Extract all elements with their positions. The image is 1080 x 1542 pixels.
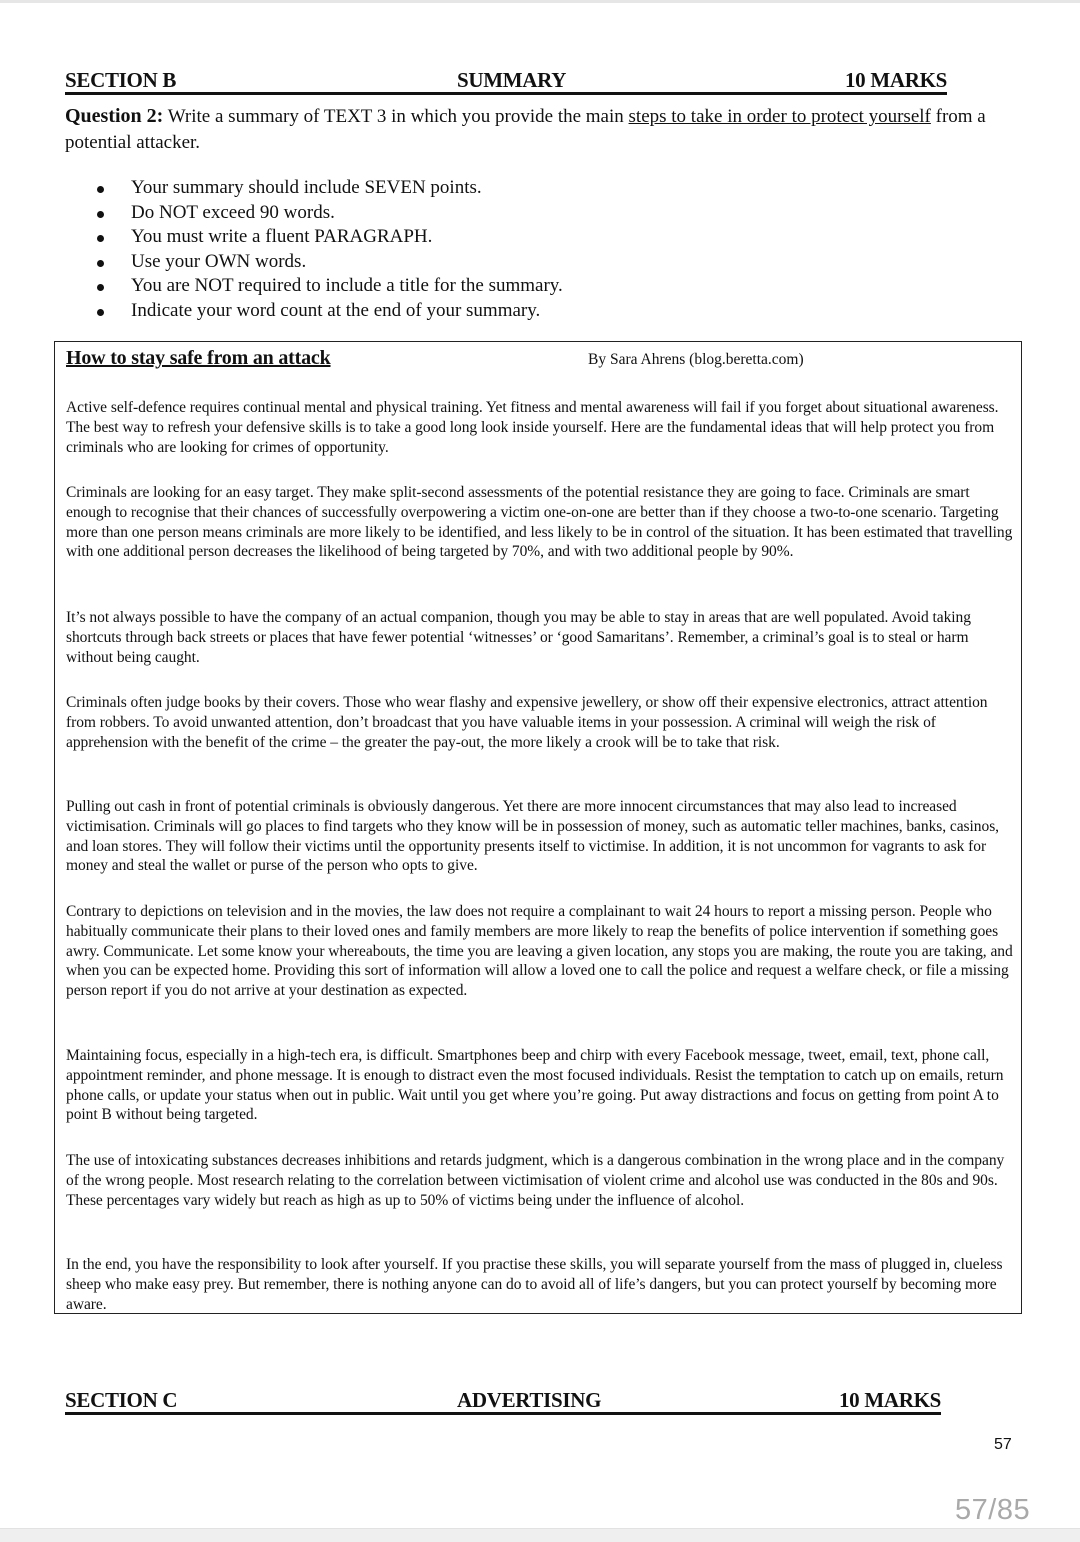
article-paragraph: Pulling out cash in front of potential criminals is obviously dangerous. Yet there are more innocent circumstances that may also lead to increased victimisation. Criminals will go places to find targets who they know will be in possession of money, such as automatic teller machines, banks, casinos, and loan stores. They will follow their victims until the opportunity presents itself to victimise. In addition, it is not uncommon for vagrants to ask for money and steal the wallet or purse of the person who opts to give. (66, 798, 1000, 875)
question-text-after: from a potential attacker. (65, 106, 986, 153)
instruction-item (65, 225, 563, 250)
article-paragraph: Criminals often judge books by their covers. Those who wear flashy and expensive jewellery, or show off their expensive electronics, attract attention from robbers. To avoid unwanted attention, don’t broadcast that you have valuable items in your possession. A criminal will weigh the risk of apprehension with the benefit of the crime – the greater the pay-out, the more likely a crook will be to take that risk. (66, 694, 988, 751)
article-paragraph: Contrary to depictions on television and in the movies, the law does not require a complainant to wait 24 hours to report a missing person. People who habitually communicate their plans to their loved ones and family members are more likely to reap the benefits of police intervention if something goes awry. Communicate. Let some know your whereabouts, the time you are leaving a given location, any stops you are making, the route you are taking, and when you can be expected home. Providing this sort of information will allow a loved one to call the police and request a welfare check, or file a missing person report if you do not arrive at your destination as expected. (66, 903, 1013, 1000)
article-paragraph: It’s not always possible to have the company of an actual companion, though you may be able to stay in areas that are well populated. Avoid taking shortcuts through back streets or places that have fewer potential ‘witnesses’ or ‘good Samaritans’. Remember, a criminal’s goal is to steal or harm without being caught. (66, 609, 971, 666)
instruction-text: Indicate your word count at the end of your summary. (131, 299, 541, 321)
bullet-icon (97, 186, 104, 193)
instruction-text: You are NOT required to include a title for the summary. (131, 275, 563, 297)
section-c-title: ADVERTISING (457, 1388, 602, 1412)
instruction-text: Your summary should include SEVEN points. (131, 177, 482, 198)
viewer-bottom-edge (0, 1528, 1080, 1542)
section-b-marks: 10 MARKS (844, 68, 947, 92)
bullet-icon (97, 284, 104, 291)
page-number: 57 (994, 1436, 1012, 1453)
section-b-label: SECTION B (65, 68, 177, 92)
bullet-icon (97, 211, 104, 218)
instruction-item (65, 299, 563, 324)
article-title: How to stay safe from an attack (66, 347, 331, 369)
bullet-icon (97, 235, 104, 242)
article-text-box (54, 341, 1022, 1314)
instruction-item (65, 201, 563, 226)
bullet-icon (97, 260, 104, 267)
instruction-item (65, 250, 563, 275)
section-b-title: SUMMARY (457, 68, 567, 92)
instruction-item (65, 274, 563, 299)
article-paragraph: Criminals are looking for an easy target. They make split-second assessments of the potential resistance they are going to face. Criminals are smart enough to recognise that their chances of successfully overpowering a victim one-on-one are better than if they choose a two-to-one scenario. Targeting more than one person means criminals are more likely to be identified, and less likely to be in control of the situation. It has been estimated that travelling with one additional person decreases the likelihood of being targeted by 70%, and with two additional people by 90%. (66, 484, 1013, 561)
question-underlined-text: steps to take in order to protect yourself (628, 106, 931, 127)
question-label: Question 2: (65, 105, 164, 127)
bullet-icon (97, 309, 104, 316)
instruction-item (65, 176, 563, 201)
question-2 (65, 103, 995, 156)
viewer-top-edge (0, 0, 1080, 3)
page-counter: 57/85 (955, 1494, 1031, 1526)
article-paragraph: Maintaining focus, especially in a high-tech era, is difficult. Smartphones beep and chirp with every Facebook message, tweet, email, text, phone call, appointment reminder, and phone message. It is enough to distract even the most focused individuals. Resist the temptation to catch up on emails, return phone calls, or update your status when out in public. Wait until you get where you’re going. Put away distractions and focus on getting from point A to point B without being targeted. (66, 1047, 1004, 1124)
section-c-marks: 10 MARKS (838, 1388, 941, 1412)
article-byline: By Sara Ahrens (blog.beretta.com) (588, 351, 804, 368)
section-c-label: SECTION C (65, 1388, 178, 1412)
instruction-text: Use your OWN words. (131, 250, 307, 272)
article-paragraph: In the end, you have the responsibility to look after yourself. If you practise these skills, you will separate yourself from the mass of plugged in, clueless sheep who make easy prey. But remember, there is nothing anyone can do to avoid all of life’s dangers, but you can protect yourself by becoming more aware. (66, 1256, 1003, 1313)
instruction-text: You must write a fluent PARAGRAPH. (131, 226, 433, 248)
article-paragraph: The use of intoxicating substances decreases inhibitions and retards judgment, which is a dangerous combination in the wrong place and in the company of the wrong people. Most research relating to the correlation between victimisation of violent crime and alcohol use was conducted in the 80s and 90s. These percentages vary widely but reach as high as up to 50% of victims being under the influence of alcohol. (66, 1152, 1005, 1209)
article-paragraph: Active self-defence requires continual mental and physical training. Yet fitness and mental awareness will fail if you forget about situational awareness. The best way to refresh your defensive skills is to take a good long look inside yourself. Here are the fundamental ideas that will help protect you from criminals who are looking for crimes of opportunity. (66, 399, 999, 456)
instruction-list (65, 176, 563, 324)
question-text-before: Write a summary of TEXT 3 in which you provide the main (163, 106, 629, 127)
section-c-header (65, 1388, 941, 1415)
instruction-text: Do NOT exceed 90 words. (131, 201, 335, 223)
section-b-header (65, 68, 947, 95)
